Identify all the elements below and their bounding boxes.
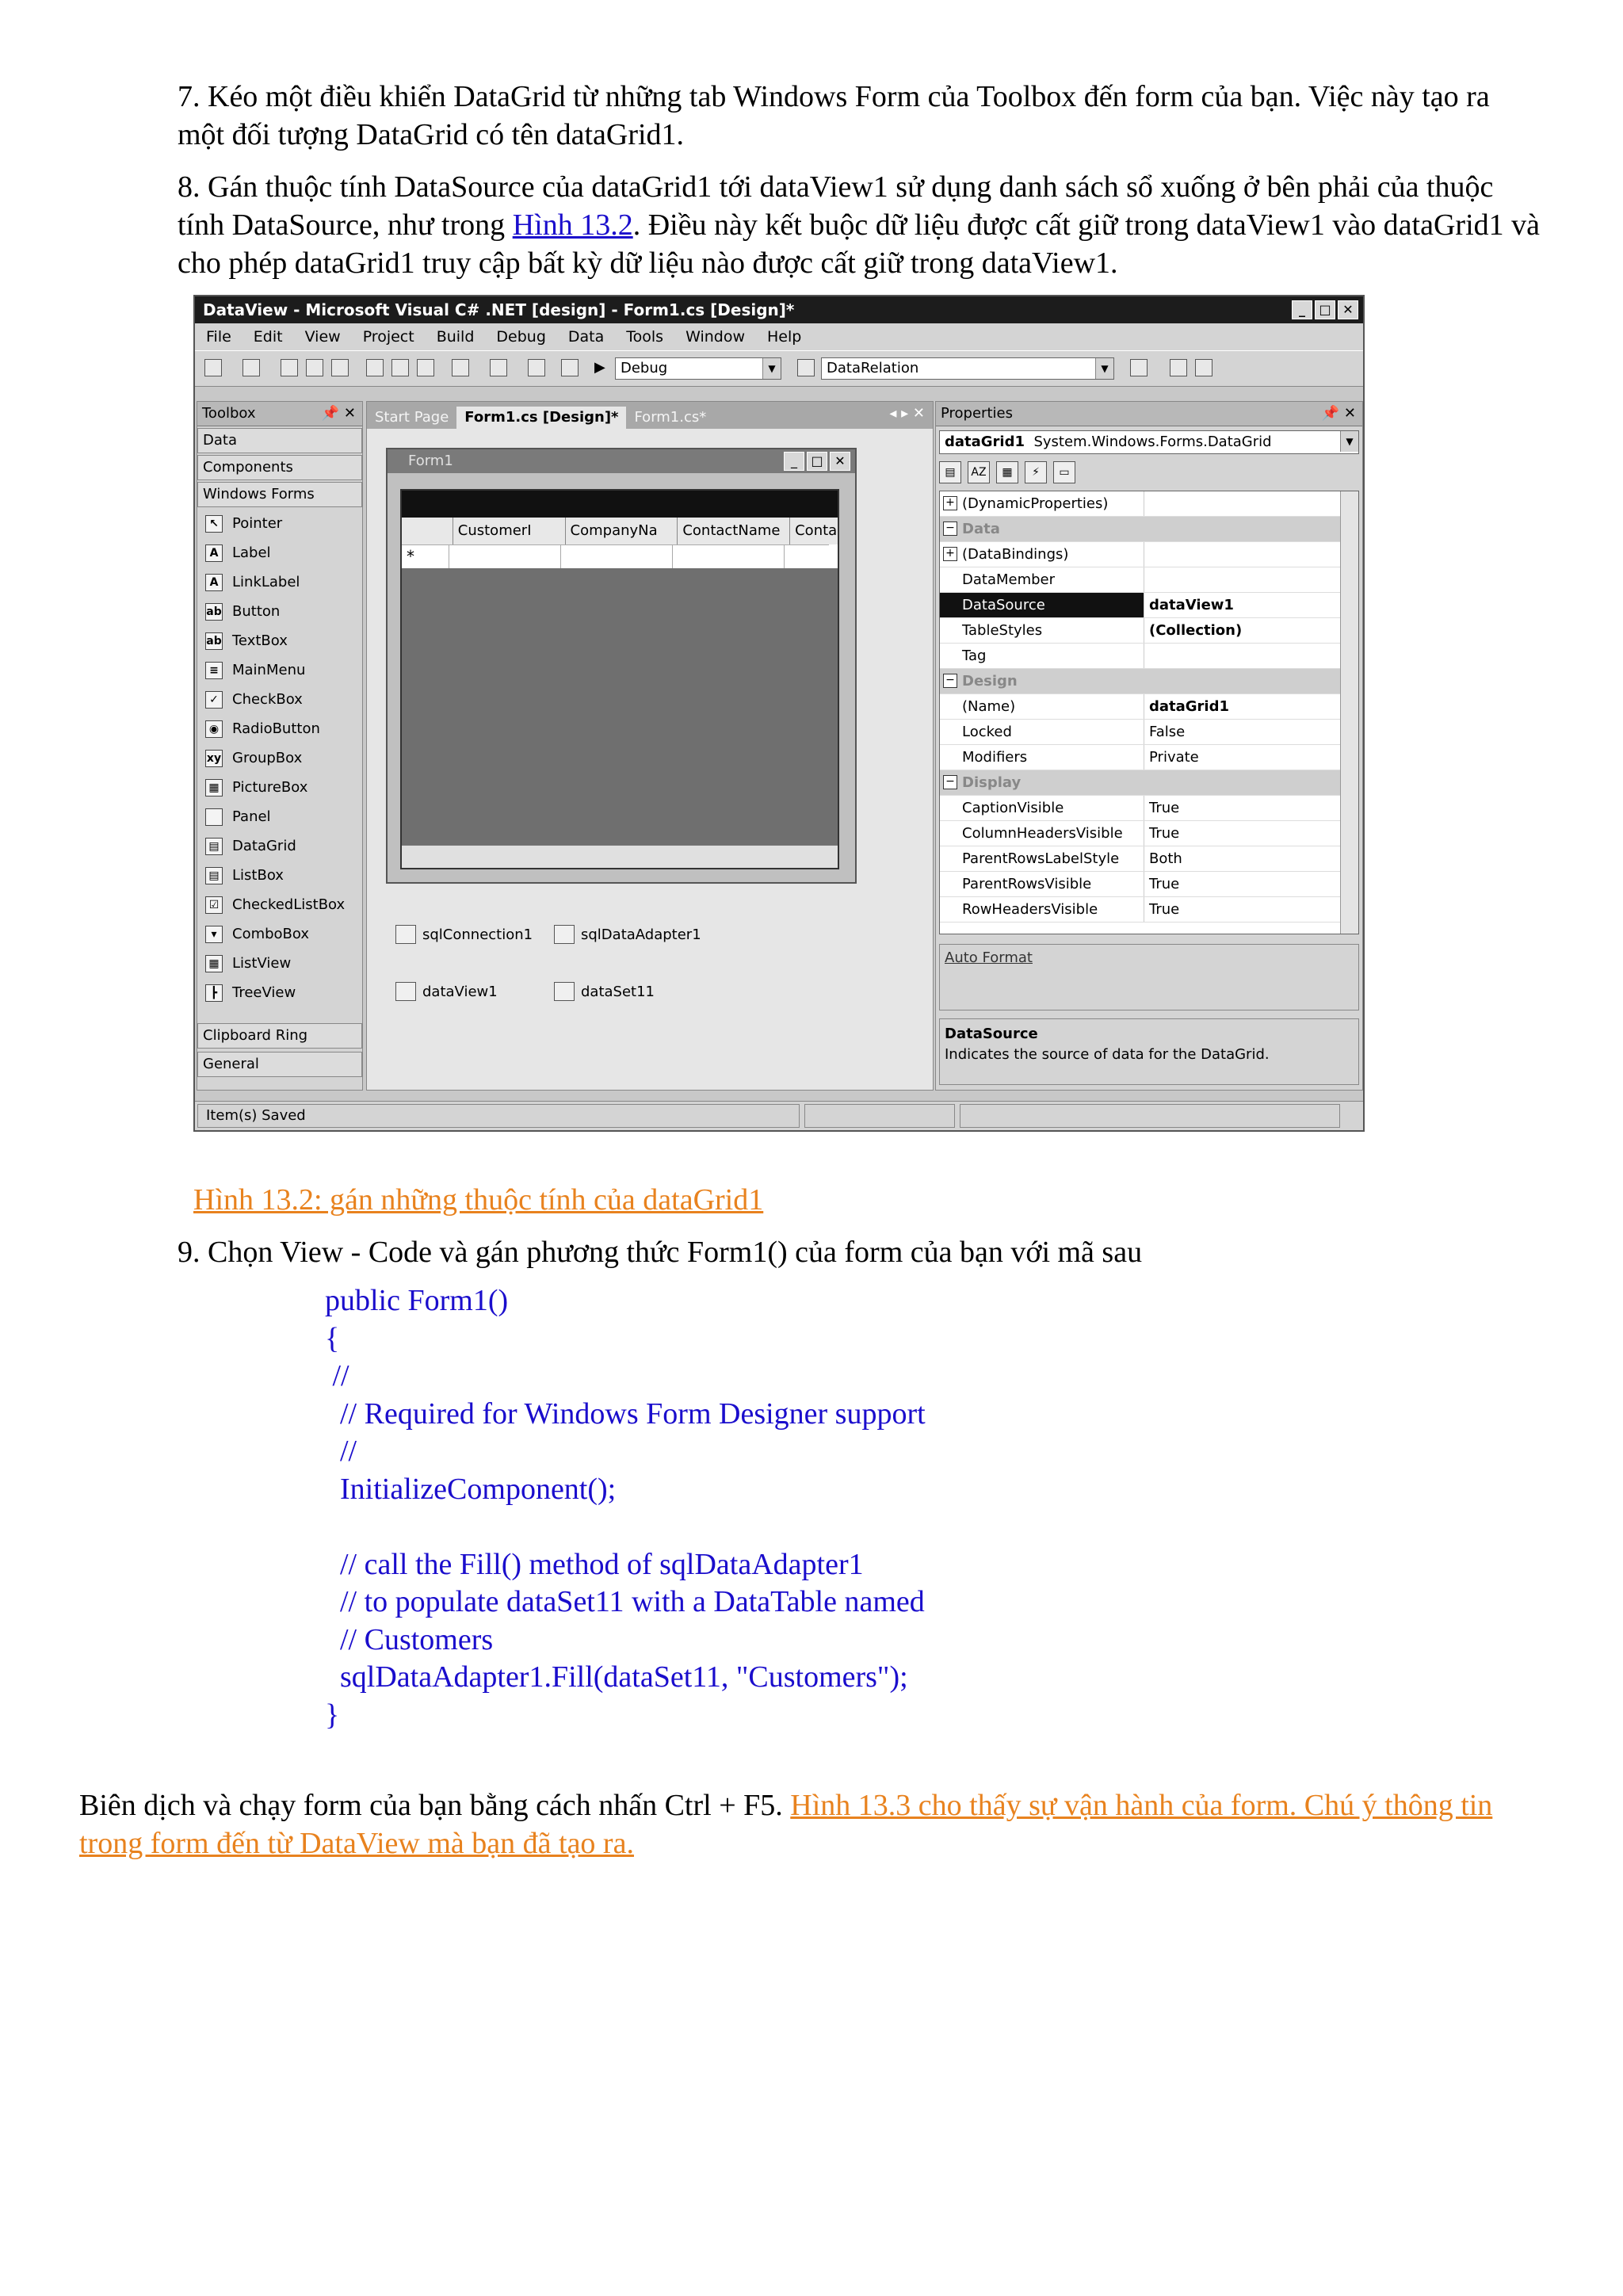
- properties-icon[interactable]: ▦: [996, 461, 1018, 483]
- property-category[interactable]: [940, 669, 1358, 694]
- dataset-icon: [554, 982, 575, 1001]
- maximize-button[interactable]: □: [807, 452, 827, 471]
- property-name-text: (DynamicProperties): [962, 495, 1109, 512]
- code-block: [325, 1282, 991, 1734]
- code-line: InitializeComponent();: [325, 1472, 617, 1506]
- window-titlebar: [195, 296, 1363, 323]
- property-value[interactable]: (Collection): [1149, 622, 1243, 639]
- property-name-text: RowHeadersVisible: [962, 901, 1098, 918]
- toolbox-item-picturebox[interactable]: [197, 773, 362, 802]
- property-row[interactable]: [940, 720, 1358, 745]
- toolbox-tab-components[interactable]: Components: [197, 455, 362, 480]
- collapse-icon[interactable]: −: [943, 775, 957, 789]
- auto-format-link[interactable]: Auto Format: [945, 949, 1033, 966]
- collapse-icon[interactable]: −: [943, 674, 957, 688]
- listview-icon: ▦: [205, 955, 223, 972]
- property-value[interactable]: Private: [1149, 749, 1199, 766]
- toolbox-item-label: GroupBox: [232, 750, 303, 766]
- figure-13-2-link[interactable]: Hình 13.2: [512, 208, 633, 242]
- toolbox-item-label: PictureBox: [232, 779, 308, 796]
- code-line: public Form1(): [325, 1284, 509, 1317]
- undo-icon[interactable]: [452, 359, 469, 376]
- property-name: [940, 745, 1144, 770]
- property-name-text: ColumnHeadersVisible: [962, 825, 1123, 842]
- toolbox-item-listview[interactable]: [197, 949, 362, 978]
- toolbox-item-label: Panel: [232, 808, 271, 825]
- property-name-text: Tag: [962, 648, 987, 664]
- copy-icon[interactable]: [391, 359, 409, 376]
- pointer-icon: ↖: [205, 515, 223, 533]
- expand-icon[interactable]: +: [943, 496, 957, 510]
- toolbox-item-checkbox[interactable]: [197, 685, 362, 714]
- maximize-button[interactable]: □: [1315, 300, 1335, 319]
- property-name-text: DataMember: [962, 571, 1056, 588]
- toolbox-item-label: TextBox: [232, 632, 288, 649]
- tab-form1-code[interactable]: Form1.cs*: [634, 409, 707, 426]
- code-line: // call the Fill() method of sqlDataAdapter1: [325, 1547, 864, 1581]
- property-category[interactable]: [940, 517, 1358, 542]
- toolbox-item-datagrid[interactable]: [197, 831, 362, 861]
- picturebox-icon: ▦: [205, 779, 223, 797]
- property-name: [940, 770, 1358, 795]
- description-title: DataSource: [945, 1026, 1038, 1042]
- menu-file[interactable]: File: [206, 328, 231, 346]
- save-icon[interactable]: [306, 359, 323, 376]
- datagrid-caption: [402, 491, 838, 518]
- object-type: System.Windows.Forms.DataGrid: [1033, 434, 1272, 450]
- combobox-icon: ▾: [205, 926, 223, 943]
- chevron-down-icon[interactable]: ▼: [1095, 358, 1113, 379]
- property-name: [940, 542, 1144, 567]
- solution-config-value: Debug: [621, 360, 668, 376]
- pin-close-icon[interactable]: 📌 ✕: [321, 405, 356, 422]
- object-name: dataGrid1: [945, 434, 1025, 450]
- row-header-cell: [402, 518, 453, 544]
- grid-cell[interactable]: [449, 544, 561, 568]
- pin-close-icon[interactable]: 📌 ✕: [1321, 405, 1356, 422]
- new-row-marker: *: [402, 544, 449, 568]
- component-sqlconnection1[interactable]: [395, 925, 533, 944]
- toolbox-item-panel[interactable]: [197, 802, 362, 831]
- toolbox-item-label: ListView: [232, 955, 292, 972]
- property-name: [940, 821, 1144, 846]
- properties-header: [936, 402, 1362, 426]
- property-value[interactable]: [1144, 567, 1358, 592]
- collapse-icon[interactable]: −: [943, 521, 957, 536]
- menu-window[interactable]: Window: [685, 328, 745, 346]
- toolbox-item-label: Button: [232, 603, 281, 620]
- property-name-text: ParentRowsLabelStyle: [962, 850, 1120, 867]
- property-name-text: (DataBindings): [962, 546, 1069, 563]
- toolbox-item-groupbox[interactable]: [197, 743, 362, 773]
- toolbox-header: [197, 402, 362, 426]
- property-name: [940, 694, 1144, 719]
- property-row[interactable]: [940, 745, 1358, 770]
- property-name-text: ParentRowsVisible: [962, 876, 1092, 892]
- property-name-text: Data: [962, 521, 1000, 537]
- figure-caption[interactable]: Hình 13.2: gán những thuộc tính của dataGrid1: [193, 1183, 764, 1217]
- panel-icon: [205, 808, 223, 826]
- property-name: [940, 720, 1144, 744]
- toolbox-item-radiobutton[interactable]: [197, 714, 362, 743]
- button-icon: ab: [205, 603, 223, 621]
- property-row[interactable]: [940, 694, 1358, 720]
- code-line: //: [325, 1359, 349, 1392]
- property-name: [940, 491, 1144, 516]
- property-value[interactable]: True: [1149, 876, 1180, 892]
- property-value[interactable]: True: [1149, 901, 1180, 918]
- property-row[interactable]: [940, 872, 1358, 897]
- horizontal-scrollbar[interactable]: [402, 845, 838, 868]
- property-value[interactable]: True: [1149, 825, 1180, 842]
- groupbox-icon: xy: [205, 750, 223, 767]
- vertical-scrollbar[interactable]: [1340, 491, 1358, 934]
- grid-cell[interactable]: [673, 544, 785, 568]
- menu-debug[interactable]: Debug: [496, 328, 546, 346]
- toolbox-item-list: [197, 509, 362, 1007]
- vs-screenshot: [193, 295, 1365, 1132]
- toolbox-item-label: MainMenu: [232, 662, 306, 678]
- step-8-paragraph: [178, 168, 1541, 282]
- find-icon[interactable]: [797, 359, 815, 376]
- property-row[interactable]: [940, 593, 1358, 618]
- status-panel: [960, 1104, 1340, 1128]
- open-file-icon[interactable]: [281, 359, 298, 376]
- toolbox-item-label: ComboBox: [232, 926, 310, 942]
- window-title: DataView - Microsoft Visual C# .NET [design] - Form1.cs [Design]*: [203, 300, 795, 319]
- datagrid-control[interactable]: [400, 489, 839, 869]
- toolbox-item-label: RadioButton: [232, 720, 320, 737]
- property-row[interactable]: [940, 897, 1358, 923]
- toolbox-tab-windows-forms[interactable]: Windows Forms: [197, 482, 362, 507]
- toolbox-item-label: LinkLabel: [232, 574, 300, 590]
- form1-title: Form1: [408, 453, 453, 469]
- component-dataset11[interactable]: [554, 982, 655, 1001]
- column-header[interactable]: Conta: [795, 522, 838, 539]
- property-name-text: Modifiers: [962, 749, 1028, 766]
- property-grid[interactable]: [939, 491, 1359, 934]
- radiobutton-icon: ◉: [205, 720, 223, 738]
- property-row[interactable]: [940, 618, 1358, 644]
- property-name: [940, 796, 1144, 820]
- property-name: [940, 567, 1144, 592]
- toolbox-panel: [197, 401, 363, 1091]
- mainmenu-icon: ≡: [205, 662, 223, 679]
- textbox-icon: ab: [205, 632, 223, 650]
- toolbox-item-linklabel[interactable]: [197, 567, 362, 597]
- menu-tools[interactable]: Tools: [626, 328, 664, 346]
- column-header[interactable]: CompanyNa: [566, 518, 678, 544]
- code-line: sqlDataAdapter1.Fill(dataSet11, "Customers");: [325, 1660, 908, 1694]
- property-value[interactable]: [1144, 542, 1358, 567]
- object-selector[interactable]: [939, 430, 1359, 454]
- toolbox-item-label: CheckedListBox: [232, 896, 346, 913]
- property-name-text: Display: [962, 774, 1022, 791]
- auto-format-area: [939, 944, 1359, 1010]
- property-name-text: TableStyles: [962, 622, 1043, 639]
- final-text: Biên dịch và chạy form của bạn bằng cách nhấn Ctrl + F5.: [79, 1789, 791, 1822]
- component-label: sqlDataAdapter1: [581, 926, 701, 943]
- toolbox-item-listbox[interactable]: [197, 861, 362, 890]
- toolbox-window-icon[interactable]: [1195, 359, 1212, 376]
- code-line: [325, 1508, 991, 1546]
- property-row[interactable]: [940, 491, 1358, 517]
- status-panel: [804, 1104, 955, 1128]
- code-line: // Required for Windows Form Designer support: [325, 1396, 926, 1431]
- paste-icon[interactable]: [417, 359, 434, 376]
- toolbox-item-label: CheckBox: [232, 691, 303, 708]
- property-name-text: CaptionVisible: [962, 800, 1064, 816]
- code-line: // Customers: [325, 1622, 494, 1656]
- close-button[interactable]: ✕: [830, 452, 850, 471]
- form-designer: [366, 401, 934, 1091]
- toolbox-item-checkedlistbox[interactable]: [197, 890, 362, 919]
- property-name: [940, 618, 1144, 643]
- datagrid-icon: ▤: [205, 838, 223, 855]
- events-icon[interactable]: ⚡: [1025, 461, 1047, 483]
- description-text: Indicates the source of data for the DataGrid.: [945, 1046, 1270, 1063]
- treeview-icon: ┣: [205, 984, 223, 1002]
- chevron-down-icon[interactable]: ▼: [762, 358, 781, 379]
- menu-edit[interactable]: Edit: [253, 328, 283, 346]
- toolbox-item-label: DataGrid: [232, 838, 296, 854]
- toolbox-item-treeview[interactable]: [197, 978, 362, 1007]
- find-combo-value: DataRelation: [827, 360, 919, 376]
- alphabetical-icon[interactable]: AZ: [968, 461, 990, 483]
- property-name: [940, 517, 1358, 541]
- toolbox-item-label: ListBox: [232, 867, 284, 884]
- save-all-icon[interactable]: [331, 359, 349, 376]
- property-name: [940, 872, 1144, 896]
- add-item-icon[interactable]: [242, 359, 260, 376]
- property-name: [940, 669, 1358, 693]
- menu-data[interactable]: Data: [567, 328, 605, 346]
- property-value[interactable]: True: [1149, 800, 1180, 816]
- checkedlistbox-icon: ☑: [205, 896, 223, 914]
- code-line: // to populate dataSet11 with a DataTable named: [325, 1585, 925, 1618]
- toolbox-item-mainmenu[interactable]: [197, 655, 362, 685]
- property-row[interactable]: [940, 567, 1358, 593]
- property-row[interactable]: [940, 846, 1358, 872]
- tab-nav-close-icon[interactable]: ◂ ▸ ✕: [889, 405, 925, 422]
- menu-help[interactable]: Help: [767, 328, 802, 346]
- property-row[interactable]: [940, 644, 1358, 669]
- code-line: //: [325, 1435, 357, 1468]
- column-header[interactable]: CustomerI: [453, 518, 566, 544]
- step-8-text-after: . Điều này kết buộc dữ liệu được cất giữ trong dataView1 vào dataGrid1 và cho phép dataGrid1 truy cập bất kỳ dữ liệu nào được cất giữ trong dataView1.: [178, 208, 1540, 280]
- final-paragraph: [79, 1786, 1537, 1862]
- step-8-text-before: 8. Gán thuộc tính DataSource của dataGrid1 tới dataView1 sử dụng danh sách sổ xuống ở bên phải của thuộc tính DataSource, như trong: [178, 170, 1494, 242]
- tab-start-page[interactable]: Start Page: [375, 409, 449, 426]
- property-row[interactable]: [940, 542, 1358, 567]
- properties-title: Properties: [941, 405, 1013, 422]
- property-rows: [940, 491, 1358, 923]
- toolbox-tab-clipboard-ring[interactable]: Clipboard Ring: [197, 1023, 362, 1049]
- start-icon[interactable]: ▶: [594, 359, 605, 376]
- properties-window-icon[interactable]: [1170, 359, 1187, 376]
- form1-window-controls: [784, 452, 850, 471]
- property-pages-icon[interactable]: ▭: [1053, 461, 1075, 483]
- component-dataview1[interactable]: [395, 982, 498, 1001]
- toolbox-tab-data[interactable]: Data: [197, 428, 362, 453]
- grid-cell[interactable]: [561, 544, 673, 568]
- property-description: [939, 1018, 1359, 1085]
- property-row[interactable]: [940, 821, 1358, 846]
- property-value[interactable]: [1144, 644, 1358, 668]
- property-name: [940, 644, 1144, 668]
- redo-icon[interactable]: [490, 359, 507, 376]
- component-label: sqlConnection1: [422, 926, 533, 943]
- property-name: [940, 846, 1144, 871]
- listbox-icon: ▤: [205, 867, 223, 884]
- solution-config-combo[interactable]: [615, 357, 781, 380]
- linklabel-icon: A: [205, 574, 223, 591]
- code-line: }: [325, 1698, 340, 1732]
- toolbox-tab-general[interactable]: General: [197, 1052, 362, 1077]
- properties-panel: [935, 401, 1363, 1091]
- sqlconnection-icon: [395, 925, 416, 944]
- window-controls: [1292, 300, 1358, 319]
- property-name: [940, 593, 1144, 617]
- minimize-button[interactable]: _: [1292, 300, 1312, 319]
- component-sqldataadapter1[interactable]: [554, 925, 701, 944]
- step-7-paragraph: 7. Kéo một điều khiển DataGrid từ những tab Windows Form của Toolbox đến form của bạn. Việc này tạo ra một đối tượng DataGrid có tên dataGrid1.: [178, 80, 1490, 151]
- toolbox-item-button[interactable]: [197, 597, 362, 626]
- toolbox-item-label: TreeView: [232, 984, 296, 1001]
- property-name: [940, 897, 1144, 922]
- expand-icon[interactable]: +: [943, 547, 957, 561]
- minimize-button[interactable]: _: [784, 452, 804, 471]
- chevron-down-icon[interactable]: ▼: [1340, 431, 1358, 452]
- status-text: Item(s) Saved: [197, 1104, 800, 1128]
- standard-toolbar: [195, 350, 1363, 387]
- property-value[interactable]: dataGrid1: [1149, 698, 1230, 715]
- property-name-text: Design: [962, 673, 1018, 690]
- step-9-paragraph: 9. Chọn View - Code và gán phương thức Form1() của form của bạn với mã sau: [178, 1236, 1143, 1269]
- datagrid-new-row[interactable]: [402, 544, 838, 568]
- property-name-text: (Name): [962, 698, 1016, 715]
- toolbox-item-label: Pointer: [232, 515, 283, 532]
- grid-cell[interactable]: [785, 544, 829, 568]
- property-value[interactable]: Both: [1149, 850, 1182, 867]
- toolbox-item-textbox[interactable]: [197, 626, 362, 655]
- menu-view[interactable]: View: [304, 328, 341, 346]
- property-category[interactable]: [940, 770, 1358, 796]
- property-name-text: DataSource: [962, 597, 1045, 613]
- property-value[interactable]: dataView1: [1149, 597, 1234, 613]
- column-header[interactable]: ContactName: [678, 518, 790, 544]
- component-label: dataSet11: [581, 983, 655, 1000]
- cut-icon[interactable]: [366, 359, 384, 376]
- navigate-back-icon[interactable]: [528, 359, 545, 376]
- sqldataadapter-icon: [554, 925, 575, 944]
- toolbox-item-label[interactable]: [197, 538, 362, 567]
- figure-13-3-link[interactable]: Hình 13.3 cho thấy sự vận hành của form. Chú ý thông tin trong form đến từ DataView mà bạn đã tạo ra.: [79, 1789, 1493, 1860]
- component-label: dataView1: [422, 983, 498, 1000]
- property-row[interactable]: [940, 796, 1358, 821]
- toolbox-title: Toolbox: [202, 405, 256, 422]
- toolbox-item-label: Label: [232, 544, 271, 561]
- code-line: {: [325, 1321, 340, 1355]
- property-value[interactable]: [1144, 491, 1358, 516]
- document-tabs: [367, 402, 933, 429]
- property-value[interactable]: False: [1149, 724, 1186, 740]
- find-combo[interactable]: [821, 357, 1114, 380]
- menu-bar: [195, 323, 1363, 350]
- checkbox-icon: ✓: [205, 691, 223, 709]
- solution-explorer-icon[interactable]: [1130, 359, 1148, 376]
- toolbox-item-pointer[interactable]: [197, 509, 362, 538]
- status-bar: [195, 1101, 1363, 1130]
- property-name-text: Locked: [962, 724, 1012, 740]
- form1-window[interactable]: [386, 448, 857, 884]
- close-button[interactable]: ✕: [1338, 300, 1358, 319]
- datagrid-header: [402, 518, 838, 544]
- tab-form1-design[interactable]: Form1.cs [Design]*: [456, 407, 626, 429]
- categorized-icon[interactable]: ▤: [939, 461, 961, 483]
- properties-toolbar: [939, 459, 1075, 486]
- navigate-forward-icon[interactable]: [561, 359, 579, 376]
- toolbox-item-combobox[interactable]: [197, 919, 362, 949]
- form1-titlebar: [388, 449, 855, 473]
- new-project-icon[interactable]: [204, 359, 222, 376]
- dataview-icon: [395, 982, 416, 1001]
- menu-project[interactable]: Project: [362, 328, 414, 346]
- menu-build[interactable]: Build: [436, 328, 475, 346]
- label-icon: A: [205, 544, 223, 562]
